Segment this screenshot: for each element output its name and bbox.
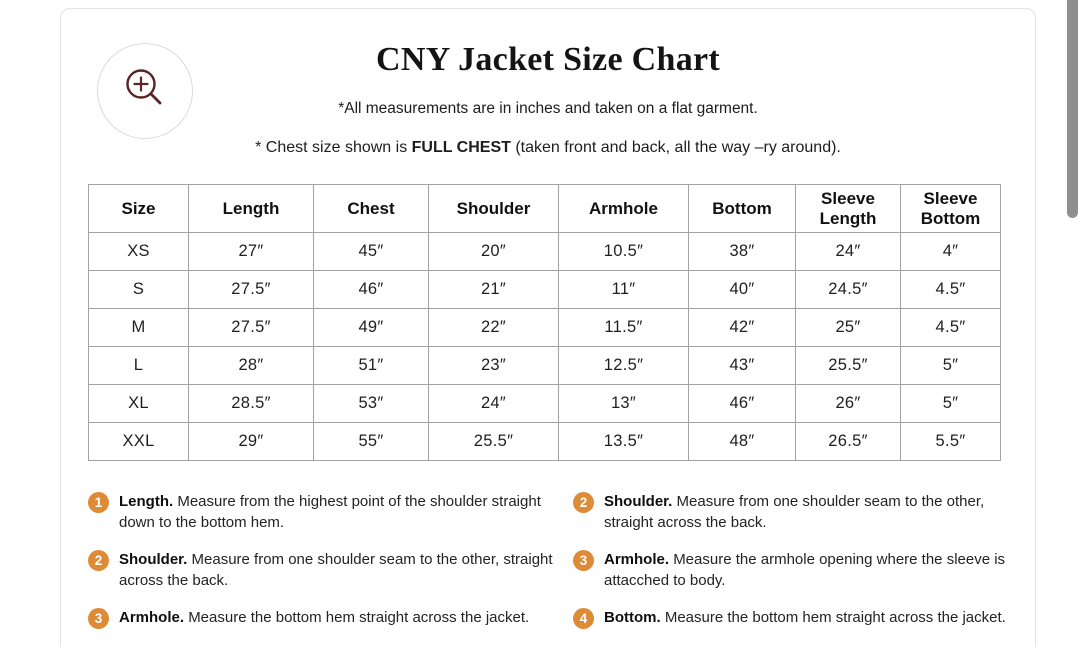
annotations-left xyxy=(88,491,566,645)
annotation-item xyxy=(573,607,1025,629)
measurement-cell: 25.5″ xyxy=(429,423,559,461)
table-row xyxy=(89,309,1001,347)
table-header-cell: Size xyxy=(89,185,189,233)
step-number-badge: 1 xyxy=(88,492,109,513)
step-number-badge: 4 xyxy=(573,608,594,629)
table-header-cell: Armhole xyxy=(559,185,689,233)
table-row xyxy=(89,423,1001,461)
measurement-note: *All measurements are in inches and taken on a flat garment. xyxy=(338,100,758,117)
annotation-item xyxy=(88,549,566,591)
size-label-cell: L xyxy=(89,347,189,385)
annotation-item xyxy=(88,607,566,629)
table-header-cell: Chest xyxy=(314,185,429,233)
size-table-header-row xyxy=(89,185,1001,233)
annotation-text: Shoulder. Measure from one shoulder seam to the other, straight across the back. xyxy=(604,493,985,531)
scrollbar-thumb[interactable] xyxy=(1067,0,1078,218)
table-row xyxy=(89,347,1001,385)
table-row xyxy=(89,385,1001,423)
measurement-cell: 38″ xyxy=(689,233,796,271)
measurement-cell: 13″ xyxy=(559,385,689,423)
measurement-cell: 26.5″ xyxy=(796,423,901,461)
measurement-cell: 45″ xyxy=(314,233,429,271)
size-table-body xyxy=(89,233,1001,461)
annotation-text: Shoulder. Measure from one shoulder seam to the other, straight across the back. xyxy=(119,551,553,589)
measurement-cell: 42″ xyxy=(689,309,796,347)
table-header-cell: Shoulder xyxy=(429,185,559,233)
table-row xyxy=(89,271,1001,309)
step-number-badge: 3 xyxy=(573,550,594,571)
measurement-cell: 24.5″ xyxy=(796,271,901,309)
chest-note-bold: FULL CHEST xyxy=(411,139,511,156)
measurement-cell: 4.5″ xyxy=(901,309,1001,347)
measurement-cell: 10.5″ xyxy=(559,233,689,271)
measurement-cell: 24″ xyxy=(429,385,559,423)
step-number-badge: 3 xyxy=(88,608,109,629)
measurement-cell: 43″ xyxy=(689,347,796,385)
measurement-cell: 40″ xyxy=(689,271,796,309)
measurement-cell: 25.5″ xyxy=(796,347,901,385)
step-number-badge: 2 xyxy=(573,492,594,513)
measurement-cell: 26″ xyxy=(796,385,901,423)
annotations-right xyxy=(573,491,1025,645)
annotation-label: Armhole. xyxy=(604,551,674,568)
measurement-cell: 11.5″ xyxy=(559,309,689,347)
table-header-cell: Sleeve Bottom xyxy=(901,185,1001,233)
measurement-cell: 20″ xyxy=(429,233,559,271)
page-title: CNY Jacket Size Chart xyxy=(375,41,721,78)
chest-note-suffix: (taken front and back, all the way –ry around). xyxy=(510,139,841,156)
size-label-cell: XL xyxy=(89,385,189,423)
measurement-cell: 4″ xyxy=(901,233,1001,271)
measurement-cell: 46″ xyxy=(314,271,429,309)
annotation-item xyxy=(573,549,1025,591)
measurement-cell: 28″ xyxy=(189,347,314,385)
chest-note-prefix: * Chest size shown is xyxy=(255,139,412,156)
annotation-text: Armhole. Measure the armhole opening where the sleeve is attacched to body. xyxy=(604,551,1006,589)
table-row xyxy=(89,233,1001,271)
measurement-cell: 53″ xyxy=(314,385,429,423)
size-table-container xyxy=(88,184,1001,461)
size-chart-card xyxy=(60,8,1036,647)
size-label-cell: XXL xyxy=(89,423,189,461)
measurement-cell: 27.5″ xyxy=(189,309,314,347)
measurement-cell: 4.5″ xyxy=(901,271,1001,309)
annotation-label: Bottom. xyxy=(604,609,665,626)
measurement-cell: 55″ xyxy=(314,423,429,461)
measurement-cell: 29″ xyxy=(189,423,314,461)
annotation-item xyxy=(573,491,1025,533)
measurement-cell: 5″ xyxy=(901,385,1001,423)
size-label-cell: S xyxy=(89,271,189,309)
annotation-label: Length. xyxy=(119,493,178,510)
measurement-cell: 46″ xyxy=(689,385,796,423)
measurement-cell: 51″ xyxy=(314,347,429,385)
table-header-cell: Bottom xyxy=(689,185,796,233)
annotation-item xyxy=(88,491,566,533)
measurement-cell: 48″ xyxy=(689,423,796,461)
chest-size-note xyxy=(61,139,1035,157)
step-number-badge: 2 xyxy=(88,550,109,571)
size-label-cell: XS xyxy=(89,233,189,271)
measurement-cell: 13.5″ xyxy=(559,423,689,461)
measurement-cell: 27″ xyxy=(189,233,314,271)
annotation-text: Length. Measure from the highest point of the shoulder straight down to the bottom hem. xyxy=(119,493,541,531)
annotation-label: Shoulder. xyxy=(119,551,192,568)
measurement-cell: 24″ xyxy=(796,233,901,271)
measurement-cell: 25″ xyxy=(796,309,901,347)
measurement-cell: 11″ xyxy=(559,271,689,309)
size-label-cell: M xyxy=(89,309,189,347)
measurement-cell: 5″ xyxy=(901,347,1001,385)
annotation-label: Shoulder. xyxy=(604,493,677,510)
measurement-cell: 22″ xyxy=(429,309,559,347)
size-table xyxy=(88,184,1001,461)
measurement-cell: 5.5″ xyxy=(901,423,1001,461)
annotation-label: Armhole. xyxy=(119,609,189,626)
measurement-cell: 49″ xyxy=(314,309,429,347)
measurement-cell: 27.5″ xyxy=(189,271,314,309)
measurement-cell: 12.5″ xyxy=(559,347,689,385)
annotation-text: Armhole. Measure the bottom hem straight across the jacket. xyxy=(119,609,530,626)
measurement-cell: 21″ xyxy=(429,271,559,309)
table-header-cell: Length xyxy=(189,185,314,233)
measurement-cell: 28.5″ xyxy=(189,385,314,423)
measurement-cell: 23″ xyxy=(429,347,559,385)
table-header-cell: Sleeve Length xyxy=(796,185,901,233)
annotation-text: Bottom. Measure the bottom hem straight across the jacket. xyxy=(604,609,1006,626)
